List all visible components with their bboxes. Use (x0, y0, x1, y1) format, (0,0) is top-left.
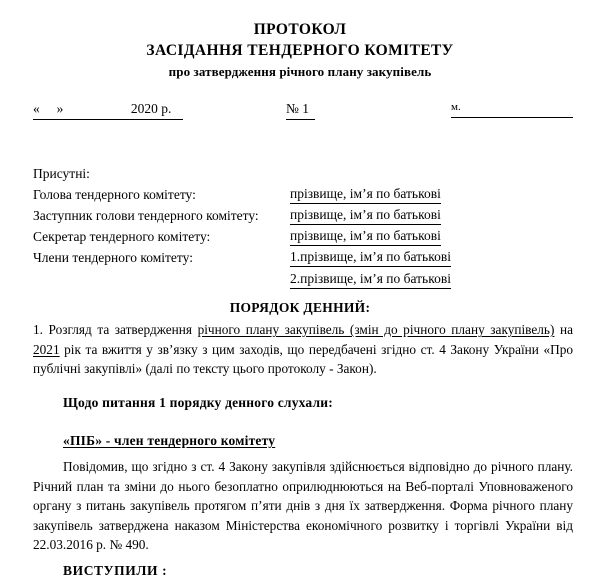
attendee-label-members: Члени тендерного комітету: (33, 250, 193, 265)
report-paragraph: Повідомив, що згідно з ст. 4 Закону закупівля здійснюється відповідно до річного плану. Річний план та зміни до нього безоплатно оприлюднюються на Веб-порталі Уповноваженого органу з питань закупівель протягом п’яти днів з дня їх затвердження. Форма річного плану закупівель затверджена наказом Міністерства економічного розвитку і торгівлі України від 22.03.2016 р. № 490. (33, 459, 573, 552)
attendees-section (33, 163, 573, 289)
document-meta-row (33, 101, 573, 121)
attendee-row-deputy (33, 205, 573, 226)
city-field[interactable]: м. (451, 101, 573, 118)
attendee-label-secretary: Секретар тендерного комітету: (33, 229, 211, 244)
agenda-heading: ПОРЯДОК ДЕННИЙ: (229, 300, 371, 315)
attendee-label-deputy: Заступник голови тендерного комітету: (33, 208, 259, 223)
attendee-row-member-2 (33, 268, 573, 289)
document-title-block (0, 20, 600, 83)
attendee-value-deputy[interactable]: прізвище, ім’я по батькові (290, 205, 441, 225)
attendees-heading: Присутні: (33, 166, 90, 181)
date-field[interactable]: « » 2020 р. (33, 101, 183, 120)
speaker-name: «ПІБ» - член тендерного комітету (63, 433, 276, 448)
document-title-description: про затвердження річного плану закупівель (168, 64, 432, 79)
agenda-item-paragraph (33, 320, 573, 379)
agenda-item-underlined-year: 2021 (33, 341, 60, 357)
attendee-row-chairman (33, 184, 573, 205)
attendee-row-members (33, 247, 573, 268)
attendee-label-chairman: Голова тендерного комітету: (33, 187, 196, 202)
document-title-protocol: ПРОТОКОЛ (253, 21, 347, 38)
attendee-value-member-2[interactable]: 2.прізвище, ім’я по батькові (290, 269, 451, 289)
attendee-value-chairman[interactable]: прізвище, ім’я по батькові (290, 184, 441, 204)
attendee-row-secretary (33, 226, 573, 247)
agenda-item-rest: рік та вжиття у зв’язку з цим заходів, що передбачені згідно ст. 4 Закону України «Про публічні закупівлі» (далі по тексту цього протоколу - Закон). (33, 341, 573, 376)
agenda-item-underlined-plan: річного плану закупівель (змін до річного плану закупівель) (197, 322, 555, 337)
question-heading: Щодо питання 1 порядку денного слухали: (63, 395, 333, 410)
attendee-value-secretary[interactable]: прізвище, ім’я по батькові (290, 226, 441, 246)
document-title-subject: ЗАСІДАННЯ ТЕНДЕРНОГО КОМІТЕТУ (146, 42, 454, 59)
spoke-heading: ВИСТУПИЛИ : (63, 563, 168, 578)
agenda-item-prefix: 1. Розгляд та затвердження (33, 322, 198, 337)
protocol-number-field[interactable]: № 1 (286, 101, 315, 120)
agenda-item-middle: на (554, 322, 573, 337)
attendee-value-member-1[interactable]: 1.прізвище, ім’я по батькові (290, 247, 451, 267)
